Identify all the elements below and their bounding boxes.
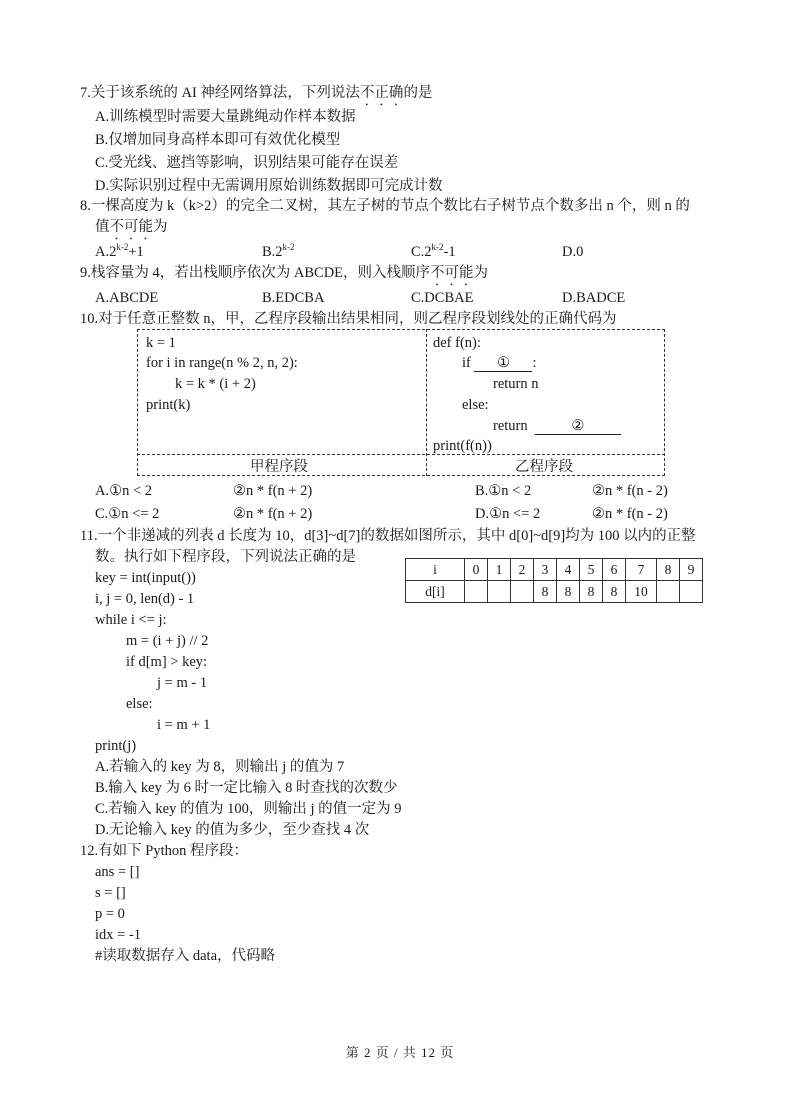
yi-code-line: print(f(n)) xyxy=(433,438,492,454)
table-cell xyxy=(657,581,680,603)
table-cell: 8 xyxy=(580,581,603,603)
table-cell xyxy=(465,581,488,603)
q10-option-d-2: ②n * f(n - 2) xyxy=(592,506,668,522)
table-cell: 9 xyxy=(680,559,703,581)
q11-code-line: print(j) xyxy=(95,738,137,754)
q10-option-c: C.①n <= 2 xyxy=(95,506,160,522)
jia-code-line: print(k) xyxy=(146,397,191,413)
q12-code-line: idx = -1 xyxy=(95,927,142,943)
jia-code-line: for i in range(n % 2, n, 2): xyxy=(146,355,298,371)
q10-option-b: B.①n < 2 xyxy=(475,483,532,499)
q12-code-line: p = 0 xyxy=(95,906,125,922)
q11-code-line: while i <= j: xyxy=(95,612,167,628)
q8-option-c: C.2$^{k-2}$-1 xyxy=(411,242,456,260)
q12-stem: 12.有如下 Python 程序段： xyxy=(80,843,248,859)
q7-option-c: C.受光线、遮挡等影响，识别结果可能存在误差 xyxy=(95,155,399,171)
q9-option-b: B.EDCBA xyxy=(262,290,325,306)
q11-code-line: m = (i + j) // 2 xyxy=(126,633,209,649)
table-cell: 2 xyxy=(511,559,534,581)
q7-stem-emphasis: 不正确 xyxy=(359,85,404,101)
q12-code-line: #读取数据存入 data，代码略 xyxy=(95,948,276,964)
q10-option-a: A.①n < 2 xyxy=(95,483,153,499)
blank-2: ② xyxy=(535,418,621,435)
q11-code-line: j = m - 1 xyxy=(157,675,208,691)
table-cell: 5 xyxy=(580,559,603,581)
q10-label-separator xyxy=(137,454,665,455)
table-row xyxy=(406,581,703,603)
yi-label: 乙程序段 xyxy=(515,459,573,475)
yi-code-line: else: xyxy=(462,397,489,413)
q11-code-line: key = int(input()) xyxy=(95,570,196,586)
yi-code-line: return n xyxy=(493,376,539,392)
q7-option-b: B.仅增加同身高样本即可有效优化模型 xyxy=(95,132,341,148)
table-cell: 0 xyxy=(465,559,488,581)
q11-code-line: i = m + 1 xyxy=(157,717,211,733)
table-cell: d[i] xyxy=(406,581,465,603)
d-array-table xyxy=(405,558,703,603)
table-cell: 10 xyxy=(626,581,657,603)
page-footer: 第 2 页 / 共 12 页 xyxy=(345,1045,455,1060)
q11-stem-line1: 11.一个非递减的列表 d 长度为 10，d[3]~d[7]的数据如图所示，其中 d[0]~d[9]均为 100 以内的正整 xyxy=(80,528,696,544)
q10-option-d: D.①n <= 2 xyxy=(475,506,541,522)
table-cell: 8 xyxy=(657,559,680,581)
q12-code-line: s = [] xyxy=(95,885,126,901)
table-cell xyxy=(488,581,511,603)
yi-code-line: if ① : xyxy=(462,355,537,371)
blank-1: ① xyxy=(474,355,532,372)
yi-code-line: return ② xyxy=(493,417,621,435)
jia-code-line: k = 1 xyxy=(146,335,176,351)
table-cell: 8 xyxy=(557,581,580,603)
q8-stem-line1: 8.一棵高度为 k（k>2）的完全二叉树，其左子树的节点个数比右子树节点个数多出 n 个，则 n 的 xyxy=(80,198,690,214)
q8-stem-line2: 值不可能为 xyxy=(95,219,168,235)
yi-code-line: def f(n): xyxy=(433,335,481,351)
q8-option-d: D.0 xyxy=(562,244,584,260)
table-cell: i xyxy=(406,559,465,581)
table-cell: 3 xyxy=(534,559,557,581)
q11-option-a: A.若输入的 key 为 8，则输出 j 的值为 7 xyxy=(95,759,345,775)
q11-stem-line2: 数。执行如下程序段，下列说法正确的是 xyxy=(95,549,356,565)
table-cell: 6 xyxy=(603,559,626,581)
q8-stem-emphasis: 不可能 xyxy=(109,219,153,235)
table-cell xyxy=(680,581,703,603)
q11-option-c: C.若输入 key 的值为 100，则输出 j 的值一定为 9 xyxy=(95,801,402,817)
q7-option-d: D.实际识别过程中无需调用原始训练数据即可完成计数 xyxy=(95,178,443,194)
jia-code-line: k = k * (i + 2) xyxy=(175,376,256,392)
q9-stem: 9.栈容量为 4，若出栈顺序依次为 ABCDE，则入栈顺序不可能为 xyxy=(80,265,489,281)
q10-option-b-2: ②n * f(n - 2) xyxy=(592,483,668,499)
table-cell: 4 xyxy=(557,559,580,581)
q7-option-a: A.训练模型时需要大量跳绳动作样本数据 xyxy=(95,109,356,125)
q9-option-d: D.BADCE xyxy=(562,290,626,306)
q7-stem: 7.关于该系统的 AI 神经网络算法，下列说法不正确的是 xyxy=(80,85,433,101)
q9-option-c: C.DCBAE xyxy=(411,290,474,306)
q11-code-line: i, j = 0, len(d) - 1 xyxy=(95,591,195,607)
q8-option-b: B.2$^{k-2}$ xyxy=(262,242,295,260)
table-cell: 8 xyxy=(534,581,557,603)
jia-label: 甲程序段 xyxy=(250,459,308,475)
q10-stem: 10.对于任意正整数 n，甲，乙程序段输出结果相同，则乙程序段划线处的正确代码为 xyxy=(80,311,617,327)
q11-code-line: if d[m] > key: xyxy=(126,654,208,670)
table-row xyxy=(406,559,703,581)
q12-code-line: ans = [] xyxy=(95,864,140,880)
q10-option-a-2: ②n * f(n + 2) xyxy=(233,483,313,499)
table-cell: 7 xyxy=(626,559,657,581)
q9-option-a: A.ABCDE xyxy=(95,290,159,306)
q11-code-line: else: xyxy=(126,696,153,712)
table-cell xyxy=(511,581,534,603)
table-cell: 8 xyxy=(603,581,626,603)
table-cell: 1 xyxy=(488,559,511,581)
q11-option-b: B.输入 key 为 6 时一定比输入 8 时查找的次数少 xyxy=(95,780,398,796)
q11-option-d: D.无论输入 key 的值为多少，至少查找 4 次 xyxy=(95,822,370,838)
q8-option-a: $A.2^{k-2}+1$ xyxy=(95,242,144,260)
q10-option-c-2: ②n * f(n + 2) xyxy=(233,506,313,522)
q9-stem-emphasis: 不可能 xyxy=(430,265,474,281)
